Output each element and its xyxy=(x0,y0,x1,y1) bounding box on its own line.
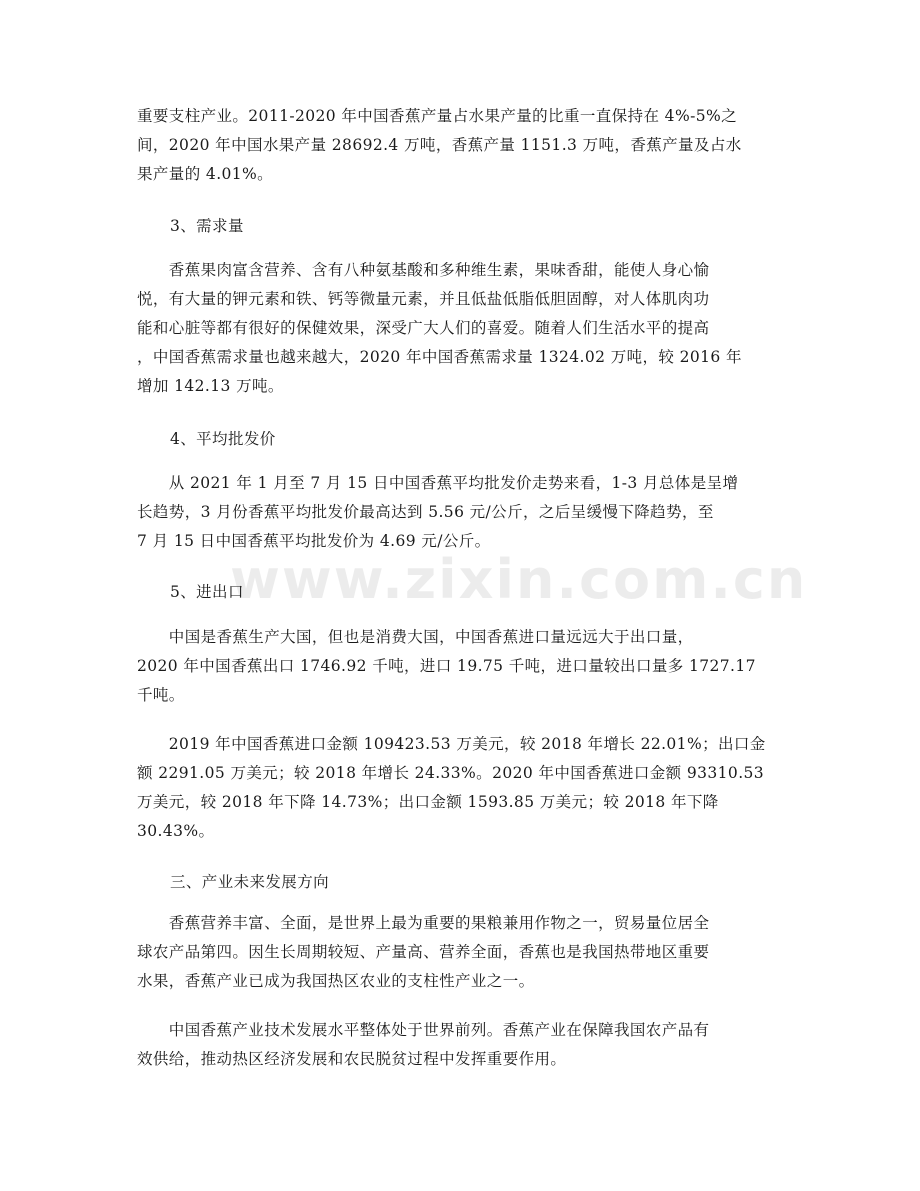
text-line: 重要支柱产业。2011-2020 年中国香蕉产量占水果产量的比重一直保持在 4%-5%之 xyxy=(137,107,738,125)
text-line: 2019 年中国香蕉进口金额 109423.53 万美元，较 2018 年增长 22.01%；出口金 xyxy=(137,735,766,753)
text-line: 7 月 15 日中国香蕉平均批发价为 4.69 元/公斤。 xyxy=(137,532,491,550)
text-line: 效供给，推动热区经济发展和农民脱贫过程中发挥重要作用。 xyxy=(137,1050,567,1068)
paragraph-price xyxy=(137,469,785,556)
text-line: 悦，有大量的钾元素和铁、钙等微量元素，并且低盐低脂低胆固醇，对人体肌肉功 xyxy=(137,290,710,308)
paragraph-production xyxy=(137,102,785,189)
text-line: 长趋势，3 月份香蕉平均批发价最高达到 5.56 元/公斤，之后呈缓慢下降趋势，至 xyxy=(137,503,714,521)
watermark: www.zixin.com.cn xyxy=(230,548,808,611)
text-line: 中国香蕉产业技术发展水平整体处于世界前列。香蕉产业在保障我国农产品有 xyxy=(137,1021,710,1039)
text-line: 香蕉营养丰富、全面，是世界上最为重要的果粮兼用作物之一，贸易量位居全 xyxy=(137,914,710,932)
text-line: 水果，香蕉产业已成为我国热区农业的支柱性产业之一。 xyxy=(137,972,535,990)
text-line: 间，2020 年中国水果产量 28692.4 万吨，香蕉产量 1151.3 万吨，香蕉产量及占水 xyxy=(137,136,742,154)
paragraph-trade-volume xyxy=(137,623,785,710)
text-line: 从 2021 年 1 月至 7 月 15 日中国香蕉平均批发价走势来看，1-3 月总体是呈增 xyxy=(137,474,739,492)
text-line: 中国是香蕉生产大国，但也是消费大国，中国香蕉进口量远远大于出口量， xyxy=(137,628,694,646)
section-heading-trade: 5、进出口 xyxy=(170,583,244,601)
text-line: 千吨。 xyxy=(137,686,185,704)
text-line: 能和心脏等都有很好的保健效果，深受广大人们的喜爱。随着人们生活水平的提高 xyxy=(137,319,710,337)
text-line: 额 2291.05 万美元；较 2018 年增长 24.33%。2020 年中国香蕉进口金额 93310.53 xyxy=(137,764,765,782)
text-line: 球农产品第四。因生长周期较短、产量高、营养全面，香蕉也是我国热带地区重要 xyxy=(137,943,710,961)
text-line: 增加 142.13 万吨。 xyxy=(137,377,284,395)
text-line: ，中国香蕉需求量也越来越大，2020 年中国香蕉需求量 1324.02 万吨，较 2016 年 xyxy=(137,348,742,366)
text-line: 30.43%。 xyxy=(137,822,215,840)
paragraph-future-1 xyxy=(137,909,785,996)
text-line: 万美元，较 2018 年下降 14.73%；出口金额 1593.85 万美元；较 2018 年下降 xyxy=(137,793,719,811)
paragraph-future-2 xyxy=(137,1016,785,1074)
paragraph-trade-value xyxy=(137,730,785,846)
section-heading-price: 4、平均批发价 xyxy=(170,430,276,448)
section-heading-future: 三、产业未来发展方向 xyxy=(170,873,330,891)
text-line: 2020 年中国香蕉出口 1746.92 千吨，进口 19.75 千吨，进口量较出口量多 1727.17 xyxy=(137,657,756,675)
paragraph-demand xyxy=(137,256,785,401)
section-heading-demand: 3、需求量 xyxy=(170,217,244,235)
text-line: 果产量的 4.01%。 xyxy=(137,165,274,183)
text-line: 香蕉果肉富含营养、含有八种氨基酸和多种维生素，果味香甜，能使人身心愉 xyxy=(137,261,710,279)
